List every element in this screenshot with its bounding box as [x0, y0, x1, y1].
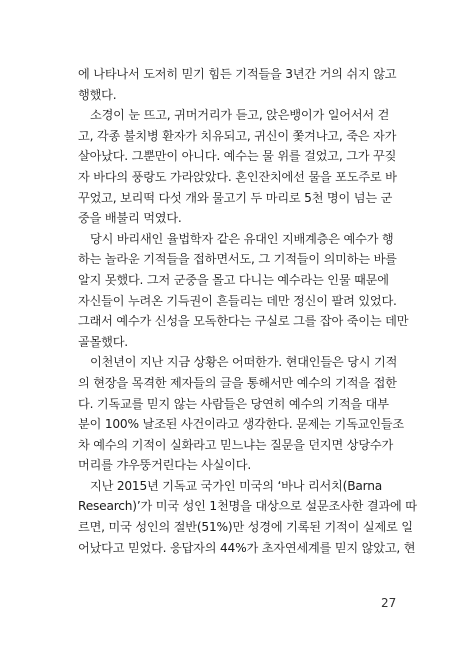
text-line: 다. 기독교를 믿지 않는 사람들은 당연히 예수의 기적을 대부 [78, 396, 389, 411]
text-line: 알지 못했다. 그저 군중을 몰고 다니는 예수라는 인물 때문에 [78, 272, 389, 287]
text-line: 당시 바리새인 율법학자 같은 유대인 지배계층은 예수가 행 [90, 231, 394, 246]
text-line: 차 예수의 기적이 실화라고 믿느냐는 질문을 던지면 상당수가 [78, 437, 394, 452]
text-line: 르면, 미국 성인의 절반(51%)만 성경에 기록된 기적이 실제로 일 [78, 520, 413, 535]
text-line: 꾸었고, 보리떡 다섯 개와 물고기 두 마리로 5천 명이 넘는 군 [78, 190, 393, 205]
text-line: 고, 각종 불치병 환자가 치유되고, 귀신이 쫓겨나고, 죽은 자가 [78, 128, 397, 143]
text-line: 분이 100% 날조된 사건이라고 생각한다. 문제는 기독교인들조 [78, 417, 404, 432]
text-line: 의 현장을 목격한 제자들의 글을 통해서만 예수의 기적을 접한 [78, 375, 397, 390]
text-line: 자신들이 누려온 기득권이 흔들리는 데만 정신이 팔려 있었다. [78, 293, 397, 308]
text-line: 이천년이 지난 지금 상황은 어떠한가. 현대인들은 당시 기적 [90, 355, 398, 370]
text-line: 그래서 예수가 신성을 모독한다는 구실로 그를 잡아 죽이는 데만 [78, 314, 409, 329]
text-line: 지난 2015년 기독교 국가인 미국의 ‘바나 리서치(Barna [90, 478, 383, 493]
text-line: 머리를 갸우뚱거린다는 사실이다. [78, 458, 252, 473]
text-line: 자 바다의 풍랑도 가라앉았다. 혼인잔치에선 물을 포도주로 바 [78, 169, 397, 184]
text-line: 어났다고 믿었다. 응답자의 44%가 초자연세계를 믿지 않았고, 현 [78, 540, 416, 555]
text-line: 행했다. [78, 87, 117, 102]
text-line: 살아났다. 그뿐만이 아니다. 예수는 물 위를 걸었고, 그가 꾸짖 [78, 149, 397, 164]
text-line: 하는 놀라운 기적들을 접하면서도, 그 기적들이 의미하는 바를 [78, 252, 397, 267]
text-line: 에 나타나서 도저히 믿기 힘든 기적들을 3년간 거의 쉬지 않고 [78, 67, 397, 81]
text-line: 중을 배불리 먹였다. [78, 211, 182, 226]
text-line: 소경이 눈 뜨고, 귀머거리가 듣고, 앉은뱅이가 일어서서 걷 [90, 108, 390, 123]
text-line: 골몰했다. [78, 334, 128, 349]
text-line: Research)’가 미국 성인 1천명을 대상으로 설문조사한 결과에 따 [78, 499, 417, 514]
body-text [78, 64, 417, 558]
page-number: 27 [381, 596, 397, 610]
